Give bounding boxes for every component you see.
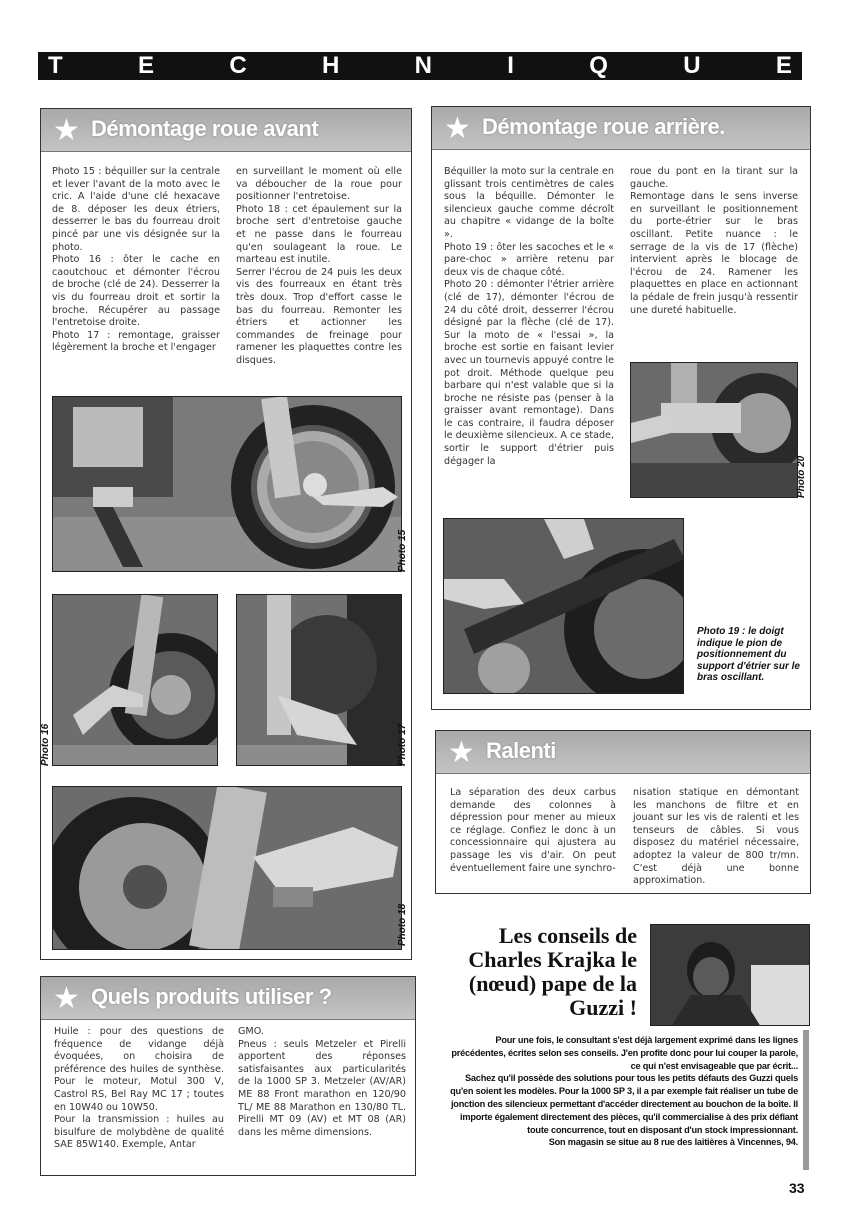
photo-17 [236,594,402,766]
section-title-bar [432,107,810,150]
decorative-strip [803,1030,809,1170]
page-number: 33 [789,1180,805,1196]
conseils-paragraph: Son magasin se situe au 8 rue des laitières à Vincennes, 94. [548,1137,798,1148]
section-title-bar [41,109,411,152]
photo-20-label: Photo 20 [796,455,807,498]
header-letter: T [48,52,63,79]
photo-18-label: Photo 18 [397,903,408,946]
conseils-title: Les conseils de Charles Krajka le (nœud) pape de la Guzzi ! [468,923,637,1020]
arriere-col1: Béquiller la moto sur la centrale en glissant trois centimètres de cales sous la béquille. Démonter le silencieux gauche comme décroît au chapitre « vidange de la boîte ». Photo 19 : ôter les sacoches et le « pare-choc » arrière retenu par deux vis de chaque côté. Photo 20 : démonter l'étrier arrière (clé de 17), démonter l'écrou de 24 du côté droit, desserrer l'écrou désigné par la flèche (clé de 17). Sur la moto de « l'essai », la broche est sortie en faisant levier avec un tournevis appuyé contre le pot droit. Méthode quelque peu barbare qui n'est valable que si la broche ne résiste pas (penser à la graisser avant remontage). Dans le cas contraire, il faudra déposer le deuxième silencieux. A ce stade, sortir le support d'étrier puis dégager la [444,166,614,467]
star-icon: ★ [448,735,475,770]
section-title: Quels produits utiliser ? [91,984,332,1009]
photo-16 [52,594,218,766]
photo-18 [52,786,402,950]
conseils-paragraph: ce qui n'est envisageable que par écrit... [630,1060,798,1071]
header-letter: N [414,52,432,79]
photo-17-label: Photo 17 [397,723,408,766]
star-icon: ★ [444,111,471,146]
arriere-col2: roue du pont en la tirant sur la gauche. Remontage dans le sens inverse en surveillant le positionnement du porte-étrier sur le bras oscillant. Petite nuance : le serrage de la vis de 17 (flèche) intervient après le blocage de l'écrou de 24. Ramener les plaquettes en place en actionnant la pédale de frein jusqu'à ressentir une dureté habituelle. [630,166,798,316]
avant-col1: Photo 15 : béquiller sur la centrale et lever l'avant de la moto avec le cric. A l'aide d'une clé hexacave de 8. déposer les deux étriers, desserrer le bas du fourreau droit pincé par une vis désignée sur la photo. Photo 16 : ôter le cache en caoutchouc et démonter l'écrou de broche (clé de 24). Desserrer la vis du fourreau droit et sortir la broche. Récupérer au passage l'entretoise droite. Photo 17 : remontage, graisser légèrement la broche et l'engager [52,166,220,354]
header-letter: E [137,52,154,79]
header-letter: I [507,52,514,79]
portrait-photo [650,924,810,1026]
section-title: Ralenti [486,738,556,763]
section-title-bar [436,731,810,774]
conseils-paragraph: Sachez qu'il possède des solutions pour tous les petits défauts des Guzzi quels qu'en soient les modèles. Pour la 1000 SP 3, il a par exemple fait réaliser un tube de jonction des silencieux permettant d'accéder directement au bouchon de la boîte. Il importe également directement des pièces, qu'il commercialise à des prix défiant toute concurrence, tout en disposant d'un stock impressionnant. [450,1073,798,1135]
photo-15 [52,396,402,572]
section-title-bar [41,977,415,1020]
star-icon: ★ [53,981,80,1016]
header-letter: H [321,52,340,79]
ralenti-col1: La séparation des deux carbus demande des colonnes à dépression pour mener au mieux ce réglage. Confiez le donc à un concessionnaire qui ajustera au passage les vis d'air. On peut éventuellement faire une synchro- [450,787,616,874]
photo-20 [630,362,798,498]
header-letter: U [683,52,701,79]
section-title: Démontage roue arrière. [482,114,725,139]
header-letter: E [775,52,792,79]
ralenti-col2: nisation statique en démontant les manchons de filtre et en jouant sur les vis de ralenti et les tenseurs de câbles. Si vous disposez du matériel nécessaire, adoptez la valeur de 800 tr/mn. C'est déjà une bonne approximation. [633,787,799,887]
header-letter: Q [589,52,608,79]
conseils-text [450,1034,798,1149]
technique-header [38,52,802,80]
star-icon: ★ [53,113,80,148]
photo-15-label: Photo 15 [397,529,408,572]
header-letter: C [229,52,247,79]
produits-col1: Huile : pour des questions de fréquence de vidange déjà évoquées, on choisira de préférence des huiles de synthèse. Pour le moteur, Motul 300 V, Castrol RS, Bel Ray MC 17 ; toutes en 10W40 ou 10W50. Pour la transmission : huiles au bisulfure de molybdène de qualité SAE 85W140. Exemple, Antar [54,1026,224,1151]
photo-19 [443,518,684,694]
produits-col2: GMO. Pneus : seuls Metzeler et Pirelli apportent des réponses satisfaisantes aux particularités de la 1000 SP 3. Metzeler (AV/AR) ME 88 Front marathon en 120/90 TL/ ME 88 Marathon en 130/80 TL. Pirelli MT 09 (AV) et MT 08 (AR) dans les même dimensions. [238,1026,406,1138]
avant-col2: en surveillant le moment où elle va déboucher de la roue pour positionner l'entretoise. Photo 18 : cet épaulement sur la broche sert d'entretoise gauche et ne passe dans le fourreau qu'en soulageant la roue. Le marteau est inutile. Serrer l'écrou de 24 puis les deux vis des fourreaux en étant très très doux. Trop d'effort casse le bas du fourreau. Remonter les étriers et actionner les commandes de freinage pour ramener les plaquettes contre les disques. [236,166,402,366]
conseils-paragraph: Pour une fois, le consultant s'est déjà largement exprimé dans les lignes précédentes, écrites selon ses conseils. J'en profite donc pour lui couper la parole, [451,1035,798,1058]
photo-16-label: Photo 16 [40,723,51,766]
section-title: Démontage roue avant [91,116,319,141]
photo-19-caption: Photo 19 : le doigt indique le pion de positionnement du support d'étrier sur le bras oscillant. [697,626,800,683]
